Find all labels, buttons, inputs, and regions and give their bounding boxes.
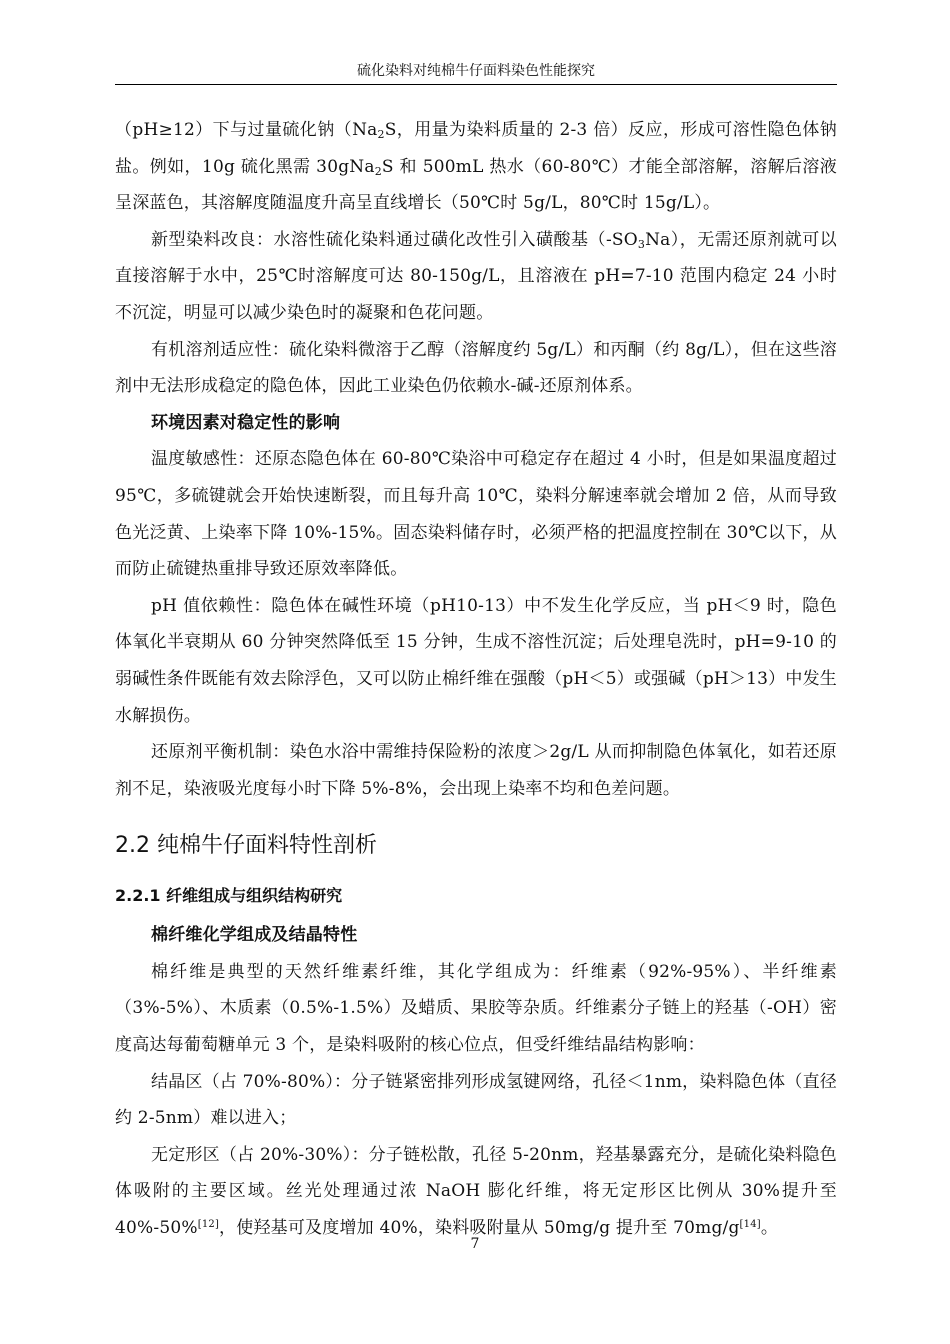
citation-14[interactable]: [14] [739,1219,761,1231]
header-rule [115,84,837,85]
heading-environment: 环境因素对稳定性的影响 [151,412,341,433]
heading-cotton-composition: 棉纤维化学组成及结晶特性 [151,925,358,946]
paragraph-ph: pH 值依赖性：隐色体在碱性环境（pH10-13）中不发生化学反应，当 pH＜9 时，隐色体氧化半衰期从 60 分钟突然降低至 15 分钟，生成不溶性沉淀；后处理皂洗时，pH=9-10 的弱碱性条件既能有效去除浮色，又可以防止棉纤维在强酸（pH＜5）或强碱（pH＞13）中发生水解损伤。 [115,595,837,726]
paragraph-organic-solvent: 有机溶剂适应性：硫化染料微溶于乙醇（溶解度约 5g/L）和丙酮（约 8g/L），但在这些溶剂中无法形成稳定的隐色体，因此工业染色仍依赖水-碱-还原剂体系。 [115,339,837,397]
paragraph-cotton-fiber: 棉纤维是典型的天然纤维素纤维，其化学组成为：纤维素（92%-95%）、半纤维素（3%-5%）、木质素（0.5%-1.5%）及蜡质、果胶等杂质。纤维素分子链上的羟基（-OH）密度高达每葡萄糖单元 3 个，是染料吸附的核心位点，但受纤维结晶结构影响： [115,961,837,1056]
paragraph-amorphous: 无定形区（占 20%-30%）：分子链松散，孔径 5-20nm，羟基暴露充分，是硫化染料隐色体吸附的主要区域。丝光处理通过浓 NaOH 膨化纤维，将无定形区比例从 30%提升至 40%-50%[12]，使羟基可及度增加 40%，染料吸附量从 50mg/g 提升至 70mg/g[14]。 [115,1144,837,1239]
page-number: 7 [470,1236,480,1252]
paragraph-temperature: 温度敏感性：还原态隐色体在 60-80℃染浴中可稳定存在超过 4 小时，但是如果温度超过 95℃，多硫键就会开始快速断裂，而且每升高 10℃，染料分解速率就会增加 2 倍，从而导致色光泛黄、上染率下降 10%-15%。固态染料储存时，必须严格的把温度控制在 30℃以下，从而防止硫键热重排导致还原效率降低。 [115,449,837,580]
running-header: 硫化染料对纯棉牛仔面料染色性能探究 [357,63,595,79]
paragraph-reducing-agent: 还原剂平衡机制：染色水浴中需维持保险粉的浓度＞2g/L 从而抑制隐色体氧化，如若还原剂不足，染液吸光度每小时下降 5%-8%，会出现上染率不均和色差问题。 [115,742,837,799]
section-heading-2-2: 2.2 纯棉牛仔面料特性剖析 [115,833,377,859]
paragraph-crystalline: 结晶区（占 70%-80%）：分子链紧密排列形成氢键网络，孔径＜1nm，染料隐色体（直径约 2-5nm）难以进入； [115,1071,837,1129]
paragraph-solubility-intro: （pH≥12）下与过量硫化钠（$Na_2S$，用量为染料质量的 2-3 倍）反应，形成可溶性隐色体钠盐。例如，10g 硫化黑需 30gNa$_2$S 和 500mL 热水（60-80℃）才能全部溶解，溶解后溶液呈深蓝色，其溶解度随温度升高呈直线增长（50℃时 5g/L，80℃时 15g/L）。 [115,120,837,214]
citation-12[interactable]: [12] [197,1219,220,1231]
page-body [115,112,837,1247]
section-heading-2-2-1: 2.2.1 纤维组成与组织结构研究 [115,886,343,906]
paragraph-new-dye: 新型染料改良：水溶性硫化染料通过磺化改性引入磺酸基$(-SO_3Na)$，无需还原剂就可以直接溶解于水中，25℃时溶解度可达 80-150g/L，且溶液在 pH=7-10 范围内稳定 24 小时不沉淀，明显可以减少染色时的凝聚和色花问题。 [115,229,837,323]
